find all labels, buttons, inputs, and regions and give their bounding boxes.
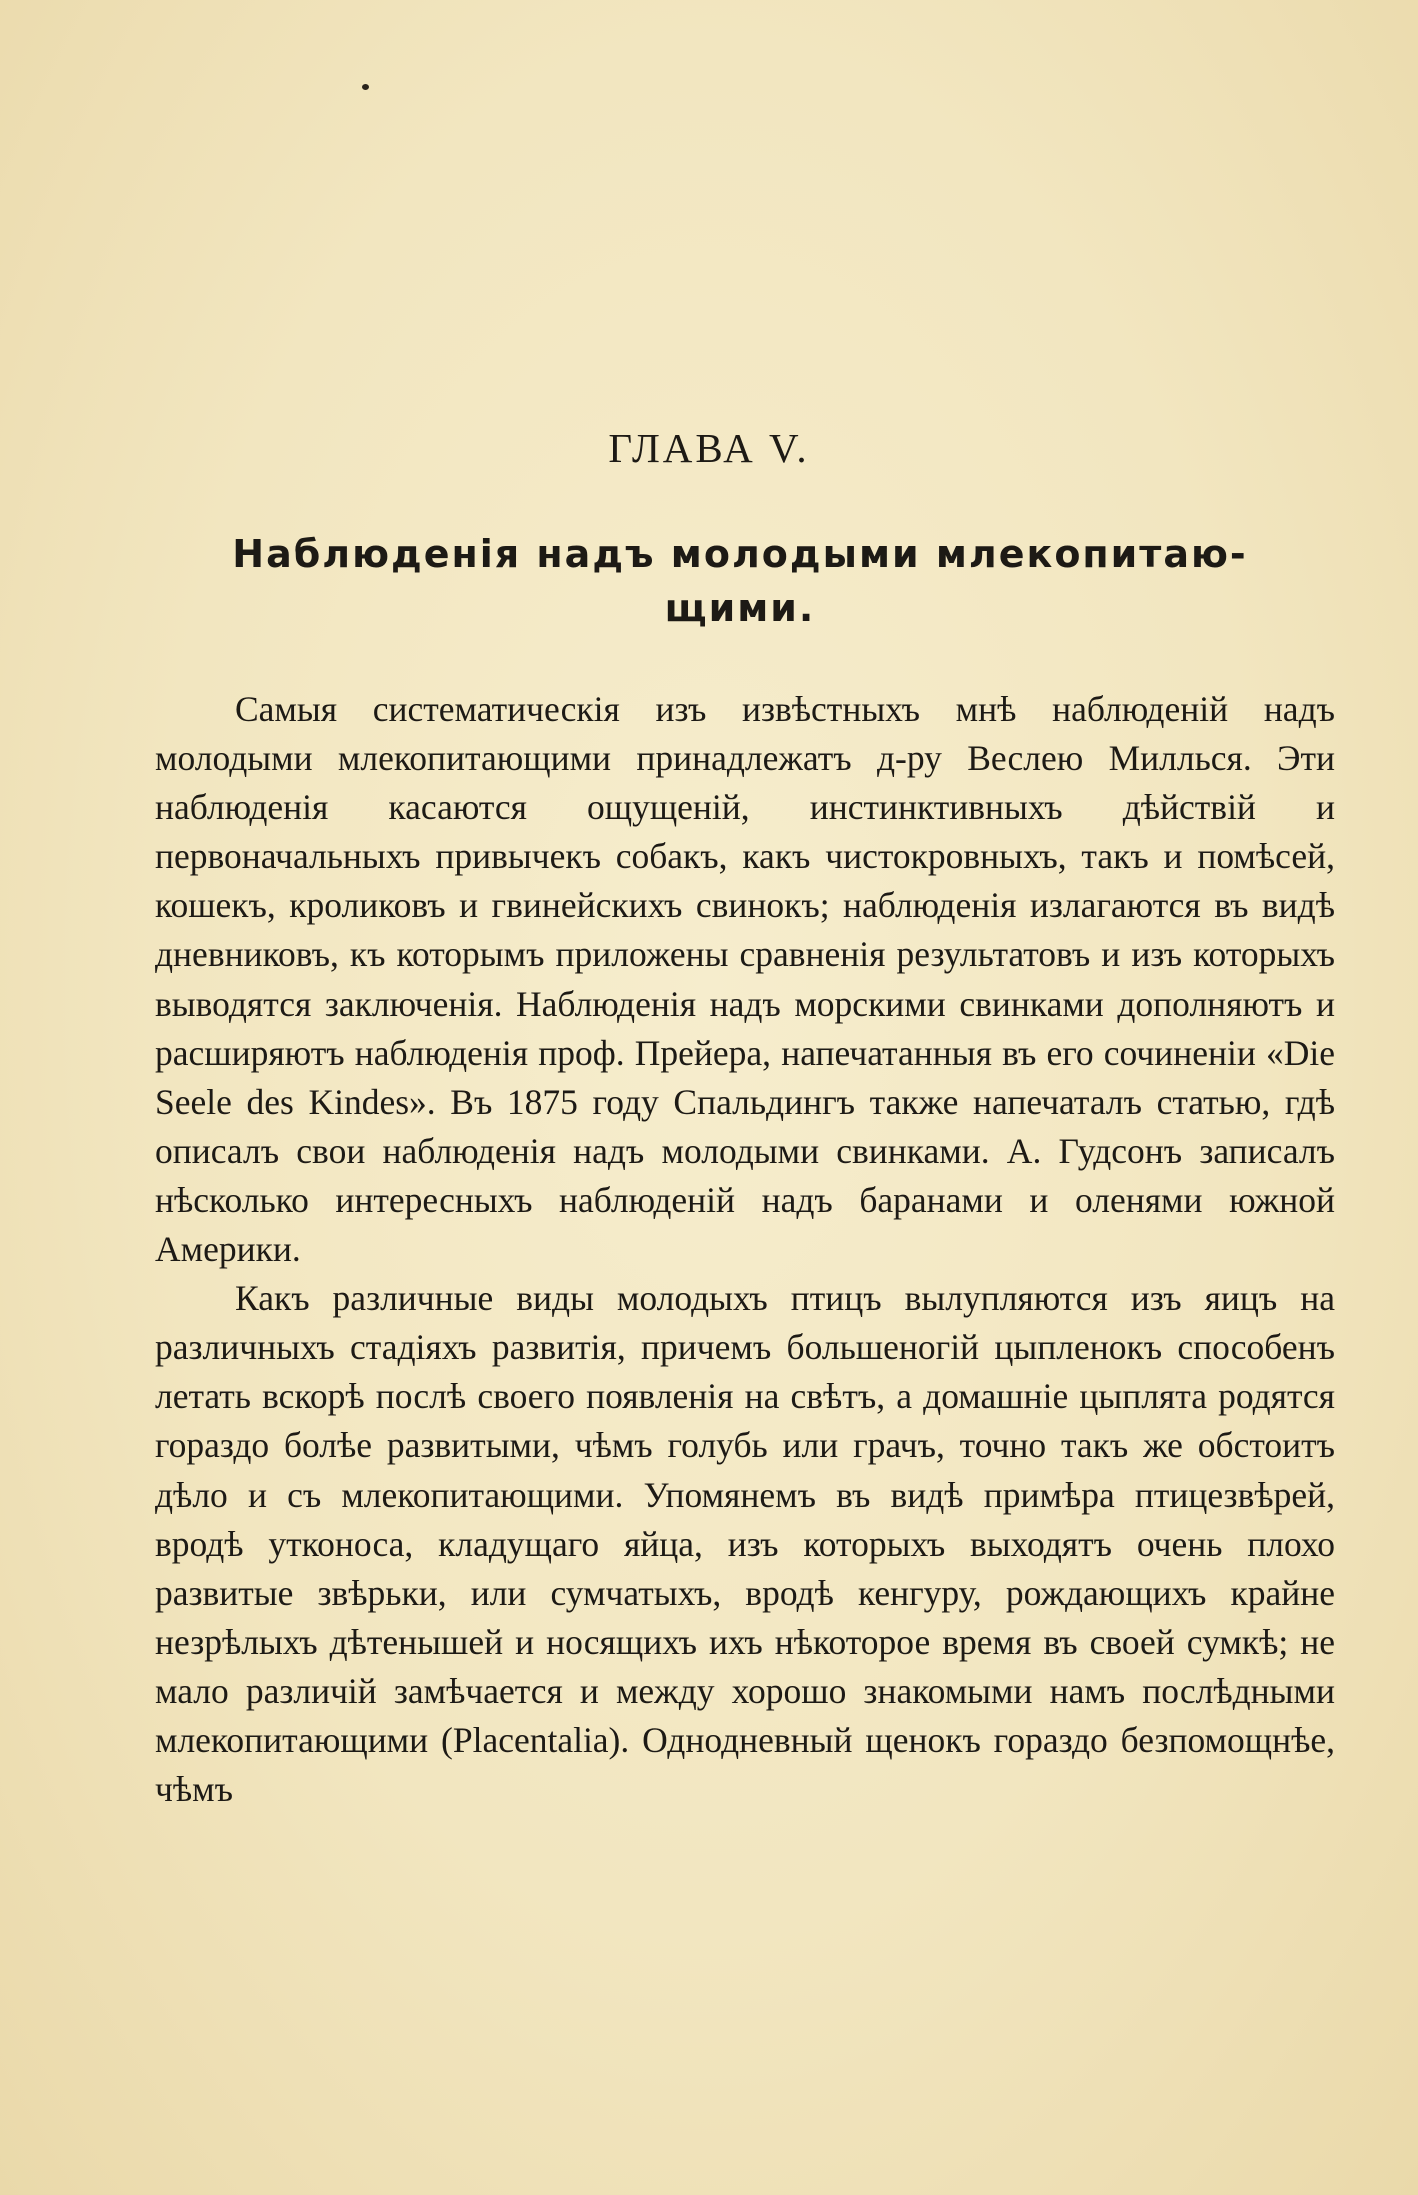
chapter-heading: ГЛАВА V.	[608, 425, 810, 471]
ink-speck	[362, 84, 369, 90]
chapter-title	[140, 527, 1340, 635]
paragraph-2: Какъ различные виды молодыхъ птицъ вылупляются изъ яицъ на различныхъ стадіяхъ развитія, причемъ большеногій цыпленокъ способенъ летать вскорѣ послѣ своего появленія на свѣтъ, а домашніе цыплята родятся гораздо болѣе развитыми, чѣмъ голубь или грачъ, точно такъ же обстоитъ дѣло и съ млекопитающими. Упомянемъ въ видѣ примѣра птицезвѣрей, вродѣ утконоса, кладущаго яйца, изъ которыхъ выходятъ очень плохо развитые звѣрьки, или сумчатыхъ, вродѣ кенгуру, рождающихъ крайне незрѣлыхъ дѣтенышей и носящихъ ихъ нѣкоторое время въ своей сумкѣ; не мало различій замѣчается и между хорошо знакомыми намъ послѣдными млекопитающими (Placentalia). Однодневный щенокъ гораздо безпомощнѣе, чѣмъ	[155, 1278, 1335, 1810]
chapter-title-line-2: щими.	[664, 586, 816, 630]
paragraph-1: Самыя систематическія изъ извѣстныхъ мнѣ наблюденій надъ молодыми млекопитающими принадлежатъ д-ру Веслею Миллься. Эти наблюденія касаются ощущеній, инстинктивныхъ дѣйствій и первоначальныхъ привычекъ собакъ, какъ чистокровныхъ, такъ и помѣсей, кошекъ, кроликовъ и гвинейскихъ свинокъ; наблюденія излагаются въ видѣ дневниковъ, къ которымъ приложены сравненія результатовъ и изъ которыхъ выводятся заключенія. Наблюденія надъ морскими свинками дополняютъ и расширяютъ наблюденія проф. Прейера, напечатанныя въ его сочиненіи «Die Seele des Kindes». Въ 1875 году Спальдингъ также напечаталъ статью, гдѣ описалъ свои наблюденія надъ молодыми свинками. А. Гудсонъ записалъ нѣсколько интересныхъ наблюденій надъ баранами и оленями южной Америки.	[155, 689, 1335, 1270]
chapter-title-line-1: Наблюденія надъ молодыми млекопитаю-	[232, 532, 1248, 576]
body-text	[155, 685, 1335, 1814]
